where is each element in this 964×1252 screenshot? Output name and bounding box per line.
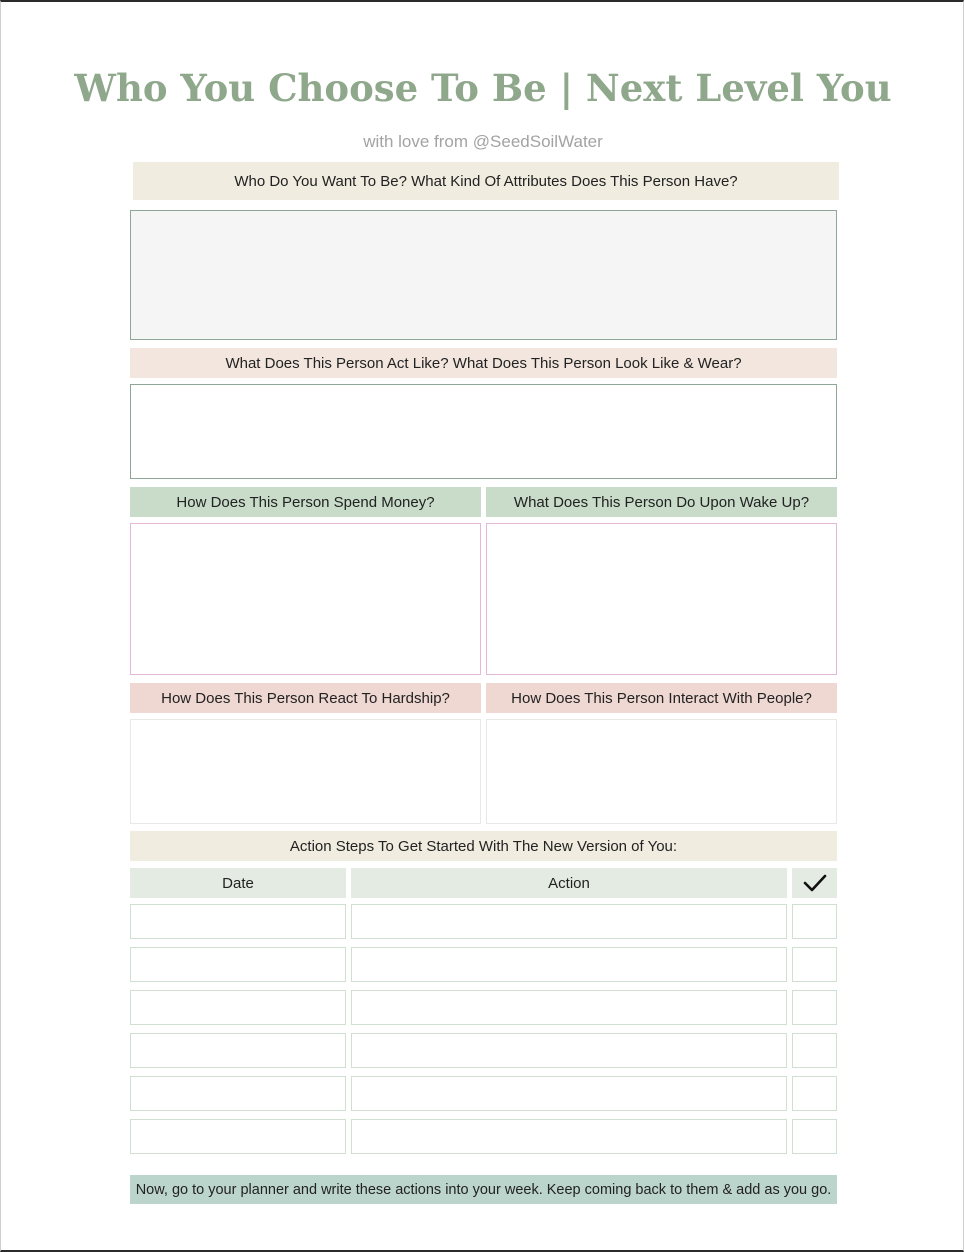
act-look-header: What Does This Person Act Like? What Does This Person Look Like & Wear? [130, 348, 837, 378]
wake-up-header: What Does This Person Do Upon Wake Up? [486, 487, 837, 517]
hardship-answer-box[interactable] [130, 719, 481, 824]
interact-header: How Does This Person Interact With People? [486, 683, 837, 713]
money-header: How Does This Person Spend Money? [130, 487, 481, 517]
date-column-header: Date [130, 868, 346, 898]
action-cell[interactable] [351, 947, 787, 982]
action-cell[interactable] [351, 1076, 787, 1111]
action-cell[interactable] [351, 990, 787, 1025]
action-column-header: Action [351, 868, 787, 898]
date-cell[interactable] [130, 1076, 346, 1111]
act-look-answer-box[interactable] [130, 384, 837, 479]
check-cell[interactable] [792, 990, 837, 1025]
check-cell[interactable] [792, 1076, 837, 1111]
page-title: Who You Choose To Be | Next Level You [74, 66, 892, 110]
date-cell[interactable] [130, 990, 346, 1025]
check-cell[interactable] [792, 904, 837, 939]
date-cell[interactable] [130, 1033, 346, 1068]
footer-note: Now, go to your planner and write these actions into your week. Keep coming back to them & add as you go. [130, 1175, 837, 1204]
checkmark-icon [802, 872, 828, 894]
wake-up-answer-box[interactable] [486, 523, 837, 675]
action-cell[interactable] [351, 904, 787, 939]
page-subtitle: with love from @SeedSoilWater [363, 132, 603, 151]
check-column-header [792, 868, 837, 898]
date-cell[interactable] [130, 1119, 346, 1154]
action-steps-header: Action Steps To Get Started With The New Version of You: [130, 831, 837, 861]
action-cell[interactable] [351, 1119, 787, 1154]
check-cell[interactable] [792, 1119, 837, 1154]
attributes-header: Who Do You Want To Be? What Kind Of Attributes Does This Person Have? [133, 162, 839, 200]
action-cell[interactable] [351, 1033, 787, 1068]
interact-answer-box[interactable] [486, 719, 837, 824]
money-answer-box[interactable] [130, 523, 481, 675]
attributes-answer-box[interactable] [130, 210, 837, 340]
date-cell[interactable] [130, 947, 346, 982]
check-cell[interactable] [792, 947, 837, 982]
date-cell[interactable] [130, 904, 346, 939]
check-cell[interactable] [792, 1033, 837, 1068]
hardship-header: How Does This Person React To Hardship? [130, 683, 481, 713]
